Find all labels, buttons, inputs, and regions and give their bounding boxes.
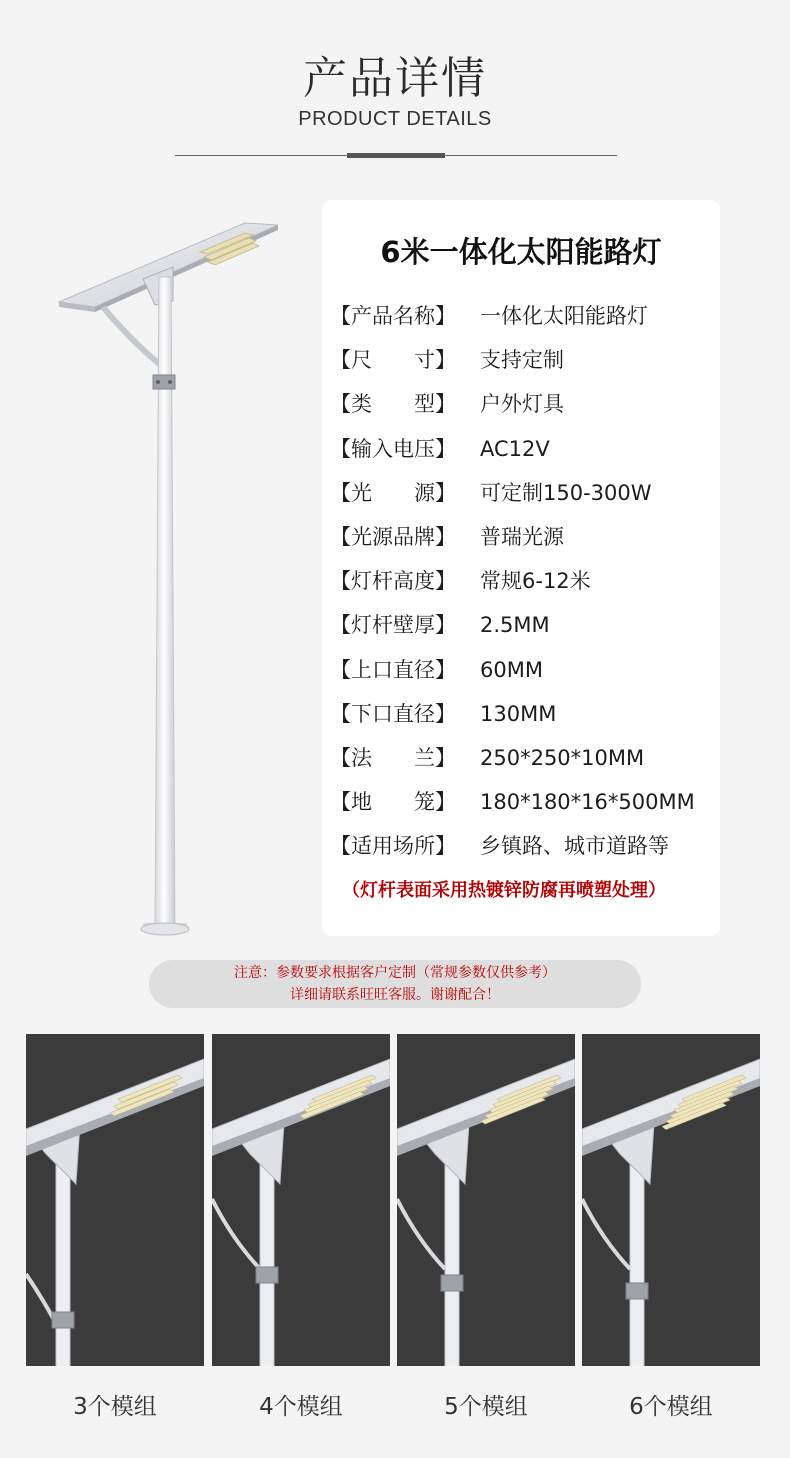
spec-row-source-brand	[330, 521, 695, 565]
module-caption: 3个模组	[73, 1394, 157, 1420]
notice-line-2: 详细请联系旺旺客服。谢谢配合！	[290, 987, 500, 1003]
customization-notice	[149, 960, 641, 1008]
module-caption: 6个模组	[629, 1394, 713, 1420]
spec-value: 250*250*10MM	[480, 745, 645, 770]
spec-label: 【法 兰】	[330, 745, 456, 770]
spec-label: 【下口直径】	[330, 701, 456, 726]
spec-label: 【输入电压】	[330, 436, 456, 461]
page-title: 产品详情	[303, 53, 487, 104]
spec-value: 乡镇路、城市道路等	[480, 834, 669, 859]
module-image	[212, 1034, 390, 1366]
module-caption: 5个模组	[444, 1394, 528, 1420]
notice-line-1: 注意：参数要求根据客户定制（常规参数仅供参考）	[234, 965, 556, 981]
street-light-image	[55, 215, 295, 940]
spec-label: 【上口直径】	[330, 657, 456, 682]
spec-value: 2.5MM	[480, 613, 550, 638]
module-caption: 4个模组	[259, 1394, 343, 1420]
spec-label: 【灯杆高度】	[330, 569, 456, 594]
spec-value: 一体化太阳能路灯	[480, 304, 648, 328]
spec-label: 【灯杆壁厚】	[330, 613, 456, 638]
module-image	[397, 1034, 575, 1366]
module-option-6	[582, 1034, 760, 1421]
spec-row-type	[330, 388, 695, 432]
spec-value: AC12V	[480, 436, 550, 461]
spec-label: 【光源品牌】	[330, 524, 456, 549]
spec-label: 【产品名称】	[330, 304, 456, 328]
spec-row-application	[330, 830, 695, 874]
page-subtitle: PRODUCT DETAILS	[298, 108, 492, 130]
module-image	[26, 1034, 204, 1366]
spec-value: 60MM	[480, 657, 543, 682]
spec-row-size	[330, 344, 695, 388]
spec-value: 常规6-12米	[480, 569, 591, 594]
module-option-3	[26, 1034, 204, 1421]
spec-card	[322, 200, 720, 936]
spec-value: 户外灯具	[480, 392, 564, 417]
spec-row-light-source	[330, 477, 695, 521]
spec-row-product-name	[330, 300, 695, 344]
spec-value: 180*180*16*500MM	[480, 790, 695, 815]
spec-row-ground-cage	[330, 786, 695, 830]
spec-value: 130MM	[480, 701, 557, 726]
spec-row-flange	[330, 742, 695, 786]
spec-row-top-diameter	[330, 654, 695, 698]
surface-treatment-note: （灯杆表面采用热镀锌防腐再喷塑处理）	[342, 880, 666, 901]
spec-row-input-voltage	[330, 433, 695, 477]
spec-value: 可定制150-300W	[480, 480, 652, 505]
spec-row-wall-thickness	[330, 609, 695, 653]
spec-label: 【适用场所】	[330, 834, 456, 859]
spec-row-bottom-diameter	[330, 698, 695, 742]
spec-list	[330, 300, 695, 874]
spec-value: 支持定制	[480, 348, 564, 373]
spec-value: 普瑞光源	[480, 524, 564, 549]
spec-label: 【类 型】	[330, 392, 456, 417]
module-option-5	[397, 1034, 575, 1421]
module-options	[26, 1034, 766, 1434]
spec-label: 【尺 寸】	[330, 348, 456, 373]
spec-row-pole-height	[330, 565, 695, 609]
module-option-4	[212, 1034, 390, 1421]
spec-label: 【光 源】	[330, 480, 456, 505]
module-image	[582, 1034, 760, 1366]
title-divider-accent	[347, 153, 445, 158]
spec-label: 【地 笼】	[330, 790, 456, 815]
product-title: 6米一体化太阳能路灯	[380, 235, 662, 269]
